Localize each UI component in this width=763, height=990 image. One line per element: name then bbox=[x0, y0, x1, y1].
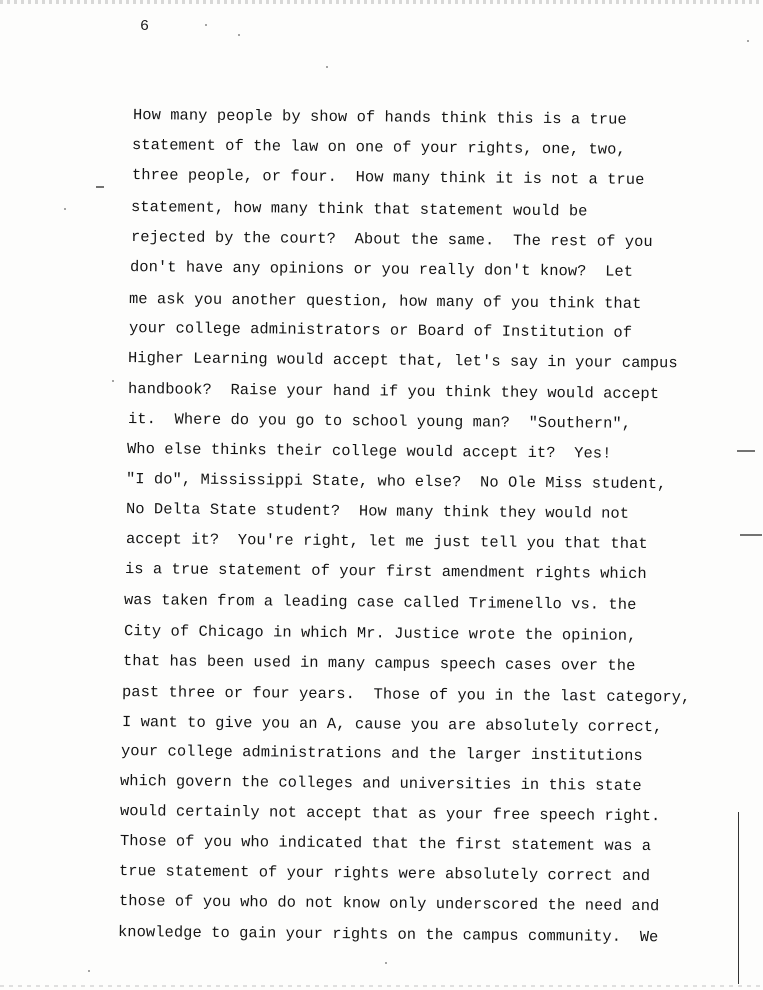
text-line: Who else thinks their college would accept it? Yes! bbox=[126, 440, 612, 463]
text-line: rejected by the court? About the same. The rest of you bbox=[130, 228, 653, 252]
text-line: would certainly not accept that as your free speech right. bbox=[119, 802, 661, 826]
scan-speck bbox=[205, 24, 207, 26]
scan-mark bbox=[740, 534, 762, 536]
page-bottom-edge bbox=[0, 985, 763, 987]
text-line: me ask you another question, how many of you think that bbox=[128, 290, 642, 313]
text-line: How many people by show of hands think this is a true bbox=[132, 106, 627, 129]
page-number: 6 bbox=[140, 18, 150, 35]
text-line: statement, how many think that statement would be bbox=[130, 198, 588, 221]
scan-speck bbox=[238, 34, 240, 36]
text-line: No Delta State student? How many think they would not bbox=[125, 500, 630, 523]
text-line: that has been used in many campus speech cases over the bbox=[122, 652, 636, 675]
text-line: statement of the law on one of your rights, one, two, bbox=[131, 136, 626, 159]
margin-rule bbox=[738, 812, 739, 984]
scan-mark bbox=[96, 186, 104, 188]
text-line: I want to give you an A, cause you are absolutely correct, bbox=[121, 713, 663, 737]
text-line: true statement of your rights were absolutely correct and bbox=[118, 862, 651, 886]
scan-speck bbox=[64, 208, 66, 210]
text-line: past three or four years. Those of you in the last category, bbox=[121, 683, 691, 707]
text-line: handbook? Raise your hand if you think they would accept bbox=[127, 380, 660, 404]
text-line: don't have any opinions or you really don't know? Let bbox=[129, 258, 634, 281]
scan-speck bbox=[326, 66, 328, 68]
text-line: which govern the colleges and universities in this state bbox=[119, 772, 642, 796]
text-line: your college administrations and the larger institutions bbox=[120, 742, 643, 766]
scan-speck bbox=[88, 970, 90, 972]
text-line: knowledge to gain your rights on the campus community. We bbox=[117, 923, 659, 947]
text-line: your college administrators or Board of Institution of bbox=[128, 319, 633, 342]
scan-speck bbox=[747, 40, 749, 42]
text-line: accept it? You're right, let me just tell you that that bbox=[125, 530, 648, 554]
text-line: Higher Learning would accept that, let's say in your campus bbox=[127, 349, 678, 373]
text-line: was taken from a leading case called Trimenello vs. the bbox=[123, 591, 637, 614]
scan-speck bbox=[112, 380, 114, 382]
scan-mark bbox=[737, 450, 755, 452]
text-line: it. Where do you go to school young man? "Southern", bbox=[127, 410, 632, 433]
text-line: is a true statement of your first amendment rights which bbox=[124, 560, 647, 584]
text-line: City of Chicago in which Mr. Justice wrote the opinion, bbox=[123, 622, 637, 645]
scan-speck bbox=[385, 962, 387, 964]
text-line: "I do", Mississippi State, who else? No Ole Miss student, bbox=[125, 470, 667, 494]
text-line: three people, or four. How many think it is not a true bbox=[131, 166, 645, 189]
text-line: those of you who do not know only underscored the need and bbox=[118, 892, 660, 916]
text-line: Those of you who indicated that the first statement was a bbox=[119, 832, 652, 856]
